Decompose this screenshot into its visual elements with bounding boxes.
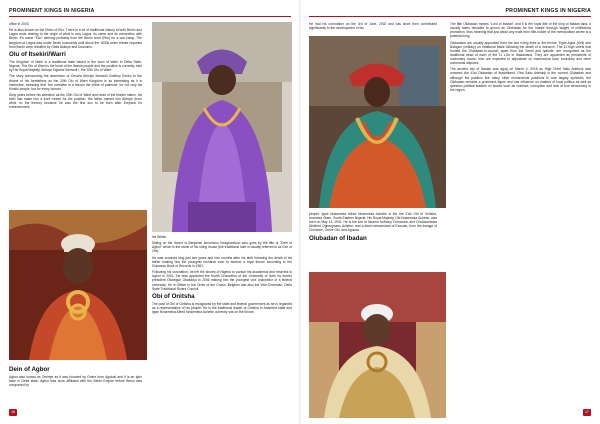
right-header-rule — [309, 16, 591, 17]
right-column-1-text — [309, 212, 437, 270]
left-page-number: 16 — [11, 410, 15, 414]
paragraph: office in 2003. — [9, 22, 30, 26]
portrait-image — [9, 210, 147, 360]
paragraph: The ancient city of Ibadan was agog on March 4, 2016 as High Chief Saliu Adetunji was crowned the 41st Olubadan of Ibadanland. Oba Saliu Adetunji is the current Olubadan and although the position like many other monarchical positions is now largely symbolic, the Olubadan remains a prominent figure and has influence on matters of local politics as well as question political leaders on issues such as violence, corruption and lack of true democracy in the region. — [450, 67, 591, 92]
photo-oba-in-purple — [152, 22, 292, 232]
photo-dein-of-agbor — [9, 210, 147, 360]
paragraph: Sixty years before his selection as the 20th Olu of Warri and head of the Itsekiri nation, his birth had made him a front runner for the position. His father named him Abloiye (born while on the throne) because he was the first son to be born after Erejuwa II's enthronement. — [9, 92, 142, 110]
heading-obi-of-onitsha: Obi of Onitsha — [152, 292, 195, 300]
photo-obi-of-onitsha — [309, 36, 446, 208]
paragraph: The Kingdom of Warri is a traditional state based in the town of Warri in Delta State, Nigeria. The Olu of Warri is the head of the Itsekiri people and the position is currently held by His Royal Majesty, Ablioye Ogiame Ikenwoli I, the 20th Olu of Warri. — [9, 59, 142, 73]
portrait-image — [152, 22, 292, 232]
paragraph: He was crowned king just two years and four months after his birth following the death of his father making him the youngest monarch ever to ascend a royal throne according to the Guinness Book of Records in 1981. — [152, 255, 292, 268]
photo-olubadan-of-ibadan — [309, 272, 446, 418]
paragraph: The title Olubadan means "Lord of Ibadan" and it is the royal title of the king of Ibadan land, it usually takes decades to groom an Olubadan for the mantle through stages of chieftaincy promotion, thus meaning that just about any male born title-holder of the metropolitan centre is a potential king. — [450, 22, 591, 39]
paragraph: people. Igwe Nnaemeka Alfred Nnaemeka Achebe is the the 21st Obi of Onitsha, Anambra State, South Eastern Nigeria. His Royal Majesty, Obi Nnaemeka Achebe, was born on May 14, 1941. He is the son of Akunne Anthony Chinwuba, and Chukwuebuka Winifred Ogbenyeanu Achebe, and a direct descendant of Ezeoalu, from the lineage of Chimezie, Oreze Obi, and Aguusa. — [309, 212, 437, 233]
right-page-number: 17 — [585, 410, 589, 414]
paragraph: Sitting on the throne is Benjamin Ikenchuku Keagborekuzi who goes by the title of "Dein of Agbor" which is the name of his ruling house (the traditional ruler is usually referred to as Eze or Obi). — [152, 241, 292, 254]
right-column-2-text — [450, 22, 591, 415]
left-column-1-bottom-text — [9, 364, 142, 416]
right-column-1-top-text — [309, 22, 437, 35]
paragraph: Agbor also known as Omimje as it was founded by Omire from Agukoti and it is an Igbo town in Delta state. Agbor was once affiliated with the Benin Empire before Benin was conquered by — [9, 375, 142, 388]
paragraph: The story surrounding the ascension of Omoba Abloiye Ikenwoli Godfrey Emiko to the throne of his forefathers as the 20th Olu of Warri Kingdom is as interesting as it is instructive, stressing that "the narrative is a lesson the virtue of patience, for not only his Kinstic people, but for every human." — [9, 74, 142, 91]
paragraph: Following his coronation, he left the shores of Nigeria to pursue his academics and returned to Agbor in 2001. He was appointed the fourth Chancellor of the University of Ilorin by former president Olusegun Obasanjo in 2006 making him the youngest vice chancellor of a federal university. He is Officer in the Order of the Crown, Belgium and also the Vice-Chairman, Delta State Traditional Rulers Council. — [152, 270, 292, 291]
paragraph: The post of Obi of Onitsha is recognized by the state and federal government as he is regarded as a representative of his people. He is the traditional leader of Onitsha in Anambra state and Igwe Nnaemeka Alfred Nnaemeka Achebe currently sits on the throne. — [152, 301, 292, 315]
heading-olu-of-itsekiri: Olu of Itsekiri/Warri — [9, 50, 66, 58]
left-page-header: PROMINENT KINGS IN NIGERIA — [9, 8, 95, 14]
paragraph: He is also known as the Eleko of Eko. There is a lot of traditional history at both Benin and Lagos ends relating to the origin of what is now Lagos, its name and its connection with Benin. It's name "Eko" deriving probably from the Benin word (Eko) for a war camp. The kingdom of Lagos was under Benin suzerainty until about the 1830s when tribute requests from Benin were rebuffed by Obas Akitoye and Dosunmu. — [9, 28, 142, 49]
left-header-rule — [9, 16, 291, 17]
paragraph: Olubadans are usually appointed from the two ruling lines to the throne, Egbe Agba (civil) and Balogun (military) on rotational basis following the death of a monarch. The 11 high chiefs that formed the Olubadan-in-council, apart from the Seriki and Iyalode, are recognised as the traditional head of each of the 11 LGs in Ibadanland. They are appointed as presidents of customary courts, who are expected to adjudicate on matrimonial land, boundary and other communal disputes. — [450, 40, 591, 66]
paragraph: He had his coronation on the 3rd of June, 2002 and has since then contributed significantly to the development of his — [309, 22, 437, 31]
portrait-image — [309, 36, 446, 208]
left-column-1-text — [9, 22, 142, 205]
right-page-header: PROMINENT KINGS IN NIGERIA — [505, 8, 591, 14]
heading-dein-of-agbor: Dein of Agbor — [9, 366, 50, 373]
left-column-2-text — [152, 235, 292, 415]
heading-olubadan-of-ibadan: Olubadan of Ibadan — [309, 234, 367, 242]
portrait-image — [309, 272, 446, 418]
caption: the British. — [152, 235, 168, 239]
page-gutter — [299, 0, 301, 424]
